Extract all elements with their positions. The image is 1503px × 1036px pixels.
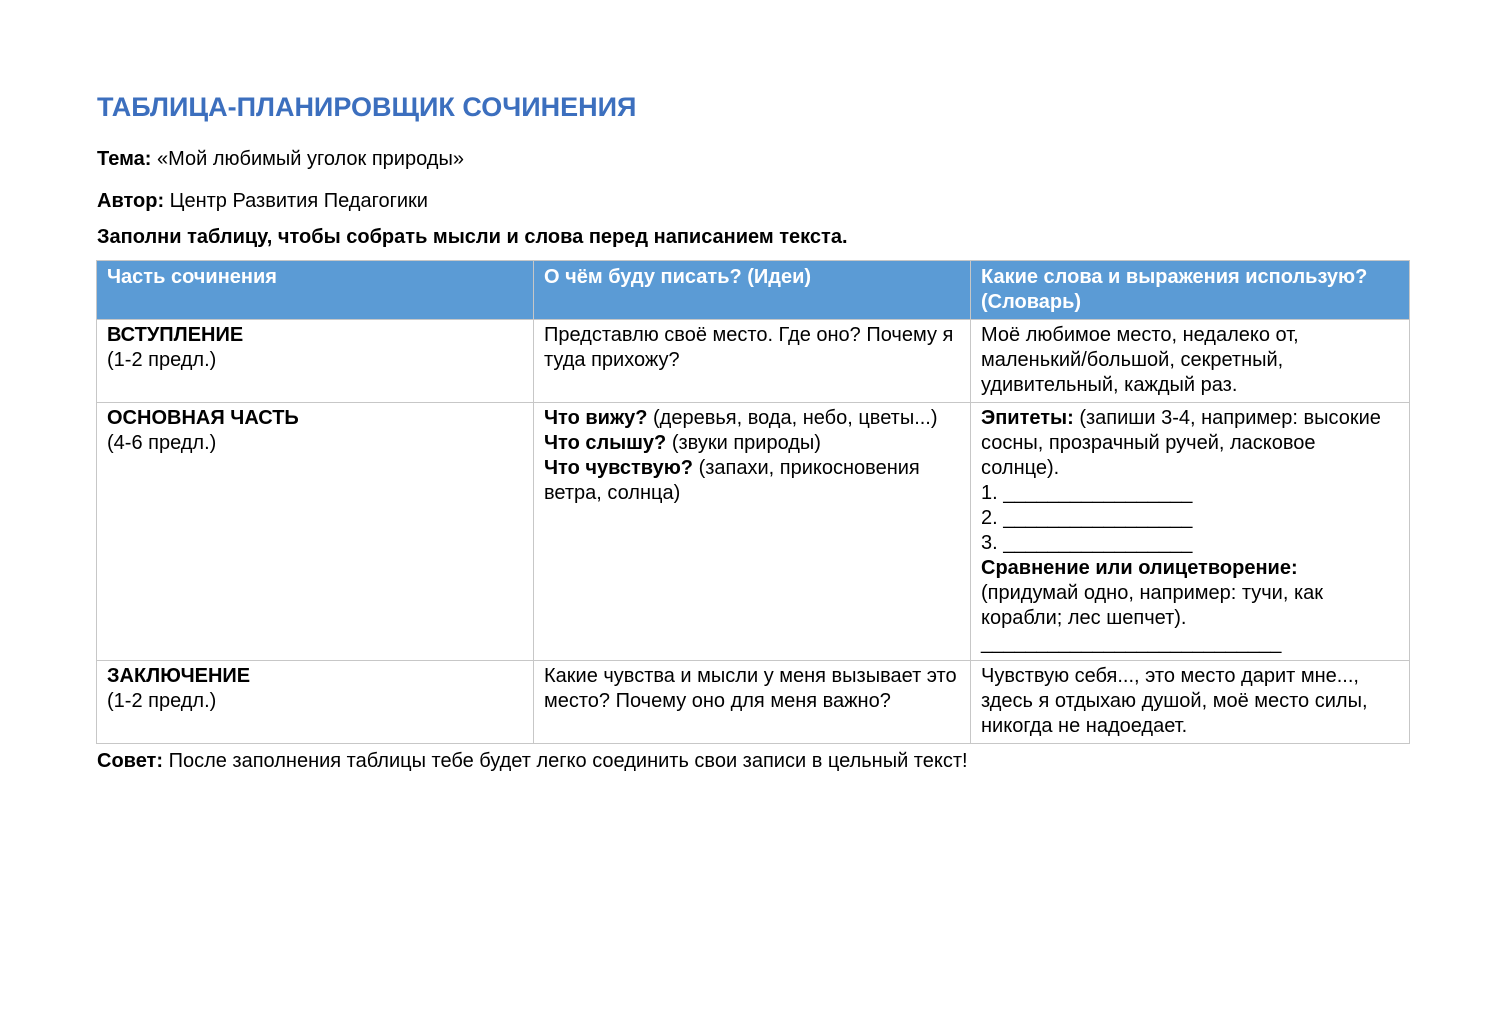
idea-hear-label: Что слышу? (544, 432, 667, 454)
page-title: ТАБЛИЦА-ПЛАНИРОВЩИК СОЧИНЕНИЯ (97, 92, 637, 122)
part-length: (4-6 предл.) (107, 432, 217, 454)
table-header-row (97, 261, 1410, 320)
cell-ideas-intro: Представлю своё место. Где оно? Почему я туда прихожу? (534, 320, 971, 403)
author-label: Автор: (97, 190, 165, 212)
author-value: Центр Развития Педагогики (169, 190, 428, 212)
topic-value: «Мой любимый уголок природы» (156, 148, 464, 170)
epithets-block (981, 406, 1399, 481)
planner-table (96, 260, 1410, 744)
tip-text: После заполнения таблицы тебе будет легко соединить свои записи в цельный текст! (163, 750, 968, 772)
cell-ideas-main (534, 403, 971, 661)
table-row-main (97, 403, 1410, 661)
cell-part-main (97, 403, 534, 661)
part-name: ВСТУПЛЕНИЕ (107, 324, 244, 346)
idea-see-label: Что вижу? (544, 407, 648, 429)
cell-ideas-conclusion: Какие чувства и мысли у меня вызывает это место? Почему оно для меня важно? (534, 661, 971, 744)
topic-label: Тема: (97, 148, 152, 170)
cell-vocab-main (971, 403, 1410, 661)
header-vocab: Какие слова и выражения использую? (Словарь) (971, 261, 1410, 320)
epithet-blank-2[interactable]: 2. _________________ (981, 507, 1193, 529)
epithet-blank-1[interactable]: 1. _________________ (981, 482, 1193, 504)
tip-label: Совет: (97, 750, 164, 772)
idea-see (544, 406, 960, 431)
comparison-text: (придумай одно, например: тучи, как корабли; лес шепчет). (981, 582, 1324, 629)
header-part: Часть сочинения (97, 261, 534, 320)
cell-vocab-intro: Моё любимое место, недалеко от, маленький/большой, секретный, удивительный, каждый раз. (971, 320, 1410, 403)
instruction-text: Заполни таблицу, чтобы собрать мысли и слова перед написанием текста. (97, 226, 848, 248)
cell-part-conclusion (97, 661, 534, 744)
table-row-intro (97, 320, 1410, 403)
cell-part-intro (97, 320, 534, 403)
part-name: ОСНОВНАЯ ЧАСТЬ (107, 407, 299, 429)
epithet-blank-3[interactable]: 3. _________________ (981, 532, 1193, 554)
idea-see-text: (деревья, вода, небо, цветы...) (647, 407, 938, 429)
topic-line (97, 147, 464, 172)
part-name: ЗАКЛЮЧЕНИЕ (107, 665, 251, 687)
author-line (97, 189, 428, 214)
tip-line (97, 749, 968, 774)
comparison-blank[interactable]: ___________________________ (981, 632, 1282, 654)
idea-hear (544, 431, 960, 456)
part-length: (1-2 предл.) (107, 349, 217, 371)
epithets-text: (запиши 3-4, например: высокие сосны, прозрачный ручей, ласковое солнце). (981, 407, 1381, 479)
idea-hear-text: (звуки природы) (666, 432, 821, 454)
part-length: (1-2 предл.) (107, 690, 217, 712)
epithets-label: Эпитеты: (981, 407, 1074, 429)
table-row-conclusion (97, 661, 1410, 744)
header-ideas: О чём буду писать? (Идеи) (534, 261, 971, 320)
idea-feel (544, 456, 960, 506)
idea-feel-label: Что чувствую? (544, 457, 694, 479)
idea-feel-text: (запахи, прикосновения ветра, солнца) (544, 457, 920, 504)
comparison-label: Сравнение или олицетворение: (981, 557, 1298, 579)
cell-vocab-conclusion: Чувствую себя..., это место дарит мне..., здесь я отдыхаю душой, моё место силы, никогда не надоедает. (971, 661, 1410, 744)
